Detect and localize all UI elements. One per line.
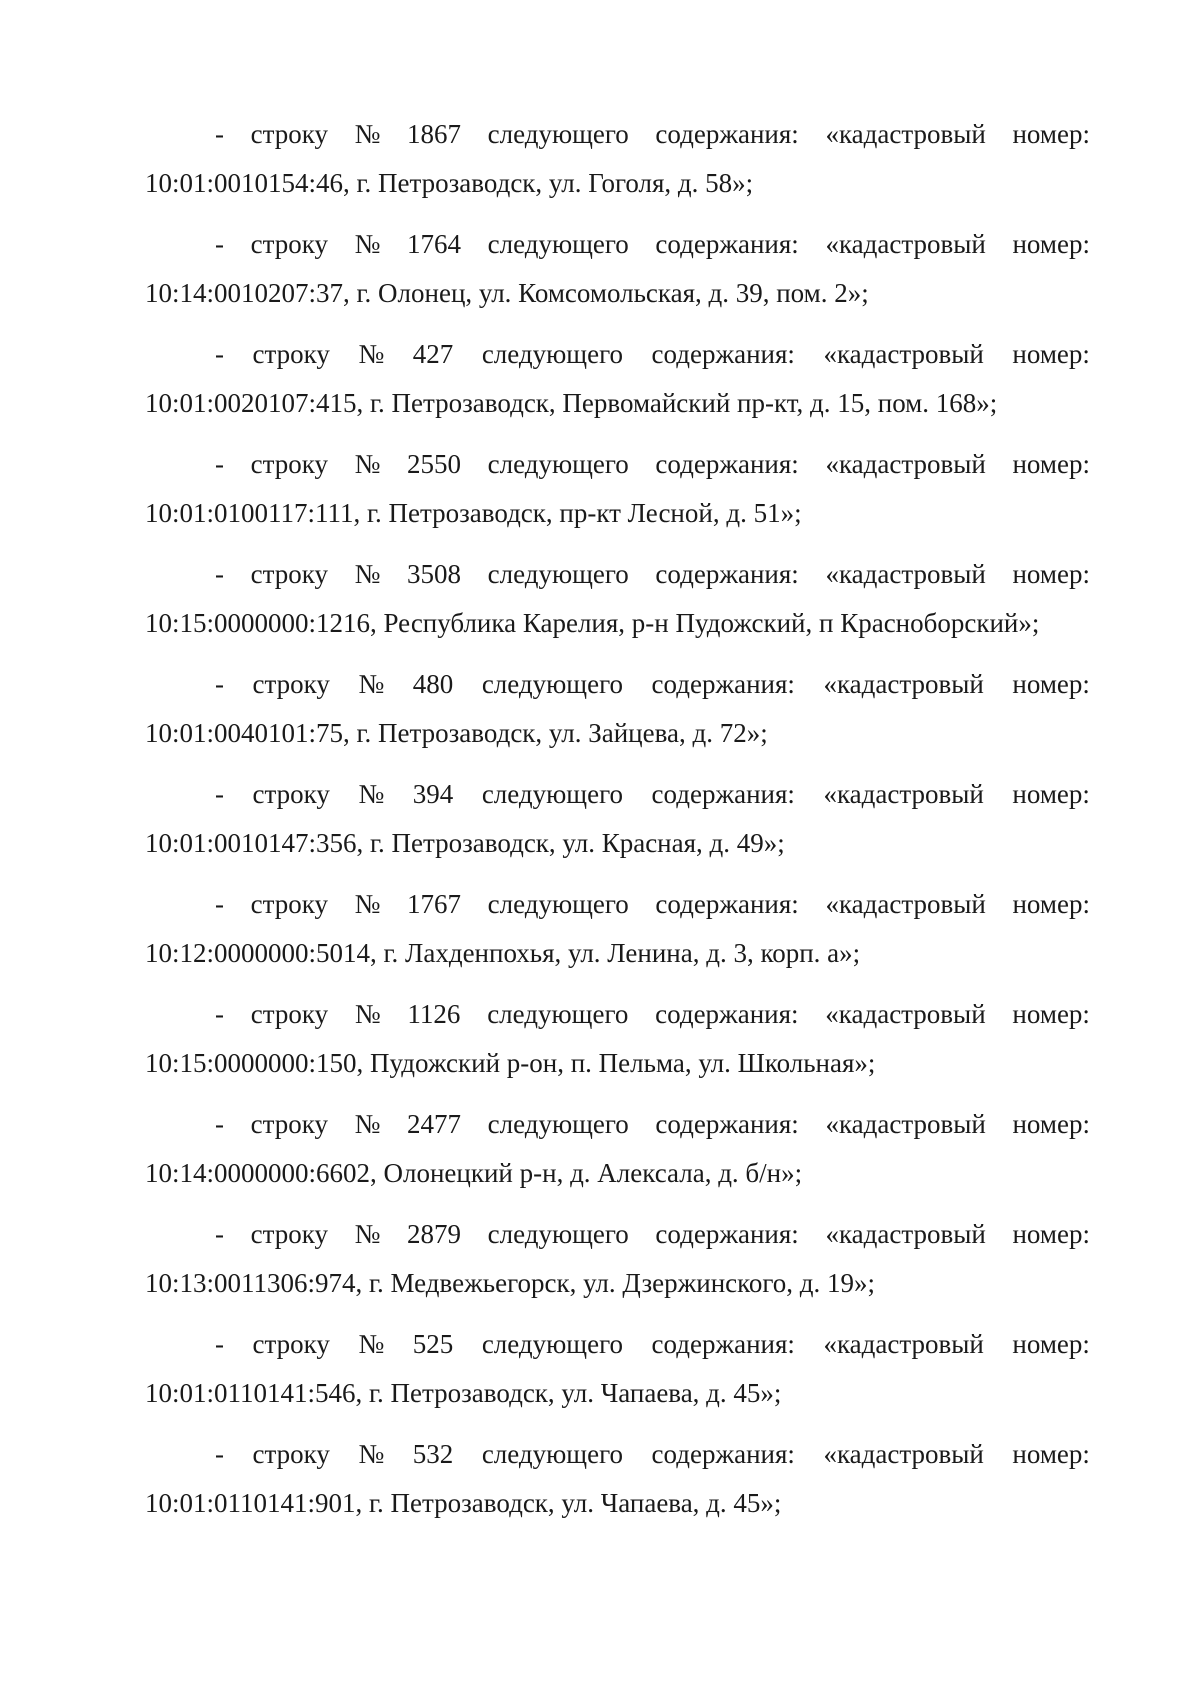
entry-word: «кадастровый [825, 119, 986, 149]
entry-first-line [145, 550, 1090, 599]
entry-word: строку [250, 229, 328, 259]
entry-word: номер: [1012, 449, 1090, 479]
entry-word: «кадастровый [825, 889, 986, 919]
entry-word: следующего [487, 1219, 629, 1249]
entry-word: 1764 [407, 229, 461, 259]
entry-word: номер: [1012, 889, 1090, 919]
entry-word: строку [250, 999, 329, 1029]
entry-word: следующего [481, 339, 623, 369]
list-item [145, 440, 1090, 538]
entry-word: содержания: [655, 559, 799, 589]
list-item [145, 330, 1090, 428]
entry-word: - [215, 119, 224, 149]
entry-first-line [145, 440, 1090, 489]
entry-word: «кадастровый [825, 999, 986, 1029]
entry-continuation: 10:15:0000000:1216, Республика Карелия, р-н Пудожский, п Красноборский»; [145, 608, 1040, 638]
entry-word: следующего [481, 779, 623, 809]
entry-list [145, 110, 1090, 1540]
entry-word: номер: [1012, 559, 1090, 589]
entry-second-line [145, 819, 1090, 868]
entry-word: «кадастровый [825, 449, 986, 479]
entry-word: номер: [1012, 1439, 1090, 1469]
entry-word: 1126 [407, 999, 461, 1029]
entry-second-line [145, 599, 1090, 648]
entry-word: строку [252, 1439, 330, 1469]
entry-word: - [215, 449, 224, 479]
list-item [145, 1320, 1090, 1418]
entry-word: следующего [487, 119, 629, 149]
entry-continuation: 10:01:0010154:46, г. Петрозаводск, ул. Гоголя, д. 58»; [145, 168, 754, 198]
entry-word: № [354, 1109, 381, 1139]
list-item [145, 1100, 1090, 1198]
entry-word: - [215, 779, 224, 809]
entry-continuation: 10:01:0110141:901, г. Петрозаводск, ул. Чапаева, д. 45»; [145, 1488, 782, 1518]
entry-second-line [145, 1149, 1090, 1198]
entry-word: 1767 [407, 889, 461, 919]
entry-word: содержания: [655, 1219, 799, 1249]
entry-first-line [145, 880, 1090, 929]
entry-word: - [215, 229, 224, 259]
entry-word: № [358, 669, 385, 699]
entry-second-line [145, 709, 1090, 758]
entry-continuation: 10:14:0000000:6602, Олонецкий р-н, д. Алексала, д. б/н»; [145, 1158, 803, 1188]
entry-word: строку [252, 339, 330, 369]
entry-word: следующего [481, 1329, 623, 1359]
entry-word: «кадастровый [823, 1439, 984, 1469]
entry-second-line [145, 489, 1090, 538]
entry-word: «кадастровый [823, 1329, 984, 1359]
entry-word: строку [250, 1219, 328, 1249]
entry-second-line [145, 929, 1090, 978]
list-item [145, 220, 1090, 318]
entry-word: строку [250, 559, 328, 589]
entry-word: - [215, 339, 224, 369]
entry-word: содержания: [655, 119, 799, 149]
entry-first-line [145, 330, 1090, 379]
entry-second-line [145, 1039, 1090, 1088]
entry-continuation: 10:01:0100117:111, г. Петрозаводск, пр-кт Лесной, д. 51»; [145, 498, 802, 528]
entry-word: 532 [412, 1439, 454, 1469]
entry-word: следующего [487, 229, 629, 259]
entry-continuation: 10:01:0040101:75, г. Петрозаводск, ул. Зайцева, д. 72»; [145, 718, 768, 748]
entry-word: номер: [1012, 669, 1090, 699]
entry-word: номер: [1012, 779, 1090, 809]
entry-word: 2550 [407, 449, 461, 479]
entry-word: номер: [1012, 1219, 1090, 1249]
entry-word: «кадастровый [825, 1219, 986, 1249]
entry-second-line [145, 269, 1090, 318]
entry-word: номер: [1012, 1329, 1090, 1359]
entry-word: 3508 [407, 559, 461, 589]
entry-word: № [354, 999, 381, 1029]
entry-word: следующего [487, 559, 629, 589]
entry-word: 2879 [407, 1219, 461, 1249]
entry-word: № [354, 119, 381, 149]
entry-word: - [215, 1329, 224, 1359]
list-item [145, 1210, 1090, 1308]
entry-word: содержания: [655, 999, 799, 1029]
entry-word: содержания: [655, 449, 799, 479]
entry-word: № [354, 449, 381, 479]
entry-continuation: 10:12:0000000:5014, г. Лахденпохья, ул. Ленина, д. 3, корп. а»; [145, 938, 861, 968]
entry-continuation: 10:13:0011306:974, г. Медвежьегорск, ул. Дзержинского, д. 19»; [145, 1268, 876, 1298]
entry-word: содержания: [655, 889, 799, 919]
entry-word: 394 [412, 779, 454, 809]
entry-word: - [215, 999, 224, 1029]
entry-word: строку [250, 889, 328, 919]
entry-first-line [145, 1430, 1090, 1479]
entry-word: следующего [487, 889, 629, 919]
list-item [145, 880, 1090, 978]
list-item [145, 1430, 1090, 1528]
entry-word: «кадастровый [825, 559, 986, 589]
entry-word: следующего [481, 669, 623, 699]
entry-second-line [145, 1479, 1090, 1528]
entry-word: содержания: [651, 669, 795, 699]
entry-first-line [145, 1100, 1090, 1149]
entry-word: № [358, 1329, 385, 1359]
entry-word: содержания: [655, 229, 799, 259]
list-item [145, 110, 1090, 208]
entry-word: содержания: [651, 1439, 795, 1469]
entry-word: - [215, 559, 224, 589]
entry-word: содержания: [651, 779, 795, 809]
entry-word: 2477 [407, 1109, 461, 1139]
entry-word: номер: [1012, 119, 1090, 149]
entry-word: содержания: [651, 1329, 795, 1359]
entry-word: следующего [481, 1439, 623, 1469]
entry-word: - [215, 669, 224, 699]
entry-first-line [145, 990, 1090, 1039]
entry-word: «кадастровый [823, 339, 984, 369]
entry-word: содержания: [651, 339, 795, 369]
entry-word: - [215, 1439, 224, 1469]
entry-word: № [358, 779, 385, 809]
entry-word: - [215, 1109, 224, 1139]
entry-second-line [145, 1369, 1090, 1418]
entry-word: номер: [1012, 229, 1090, 259]
entry-word: - [215, 1219, 224, 1249]
list-item [145, 990, 1090, 1088]
entry-word: 525 [412, 1329, 454, 1359]
entry-word: строку [252, 1329, 330, 1359]
entry-word: «кадастровый [825, 1109, 986, 1139]
entry-first-line [145, 1210, 1090, 1259]
entry-word: «кадастровый [825, 229, 986, 259]
entry-first-line [145, 220, 1090, 269]
entry-first-line [145, 110, 1090, 159]
entry-second-line [145, 159, 1090, 208]
entry-continuation: 10:14:0010207:37, г. Олонец, ул. Комсомольская, д. 39, пом. 2»; [145, 278, 869, 308]
entry-word: строку [250, 119, 328, 149]
entry-word: следующего [487, 1109, 629, 1139]
list-item [145, 660, 1090, 758]
entry-word: 1867 [407, 119, 461, 149]
entry-word: строку [250, 1109, 328, 1139]
entry-word: «кадастровый [823, 669, 984, 699]
entry-word: номер: [1012, 999, 1090, 1029]
entry-word: следующего [487, 449, 629, 479]
entry-word: № [354, 1219, 381, 1249]
entry-word: 427 [412, 339, 454, 369]
entry-first-line [145, 770, 1090, 819]
entry-second-line [145, 1259, 1090, 1308]
entry-word: № [358, 1439, 385, 1469]
entry-word: следующего [487, 999, 629, 1029]
entry-word: «кадастровый [823, 779, 984, 809]
entry-second-line [145, 379, 1090, 428]
list-item [145, 770, 1090, 868]
entry-word: строку [252, 779, 330, 809]
entry-word: номер: [1012, 1109, 1090, 1139]
entry-word: № [354, 559, 381, 589]
entry-continuation: 10:01:0020107:415, г. Петрозаводск, Первомайский пр-кт, д. 15, пом. 168»; [145, 388, 998, 418]
entry-word: 480 [412, 669, 454, 699]
list-item [145, 550, 1090, 648]
entry-word: - [215, 889, 224, 919]
entry-word: № [354, 889, 381, 919]
entry-word: № [358, 339, 385, 369]
entry-word: содержания: [655, 1109, 799, 1139]
entry-word: номер: [1012, 339, 1090, 369]
entry-continuation: 10:15:0000000:150, Пудожский р-он, п. Пельма, ул. Школьная»; [145, 1048, 876, 1078]
entry-continuation: 10:01:0010147:356, г. Петрозаводск, ул. Красная, д. 49»; [145, 828, 785, 858]
entry-word: № [354, 229, 381, 259]
entry-continuation: 10:01:0110141:546, г. Петрозаводск, ул. Чапаева, д. 45»; [145, 1378, 782, 1408]
entry-first-line [145, 660, 1090, 709]
entry-word: строку [250, 449, 328, 479]
entry-word: строку [252, 669, 330, 699]
entry-first-line [145, 1320, 1090, 1369]
